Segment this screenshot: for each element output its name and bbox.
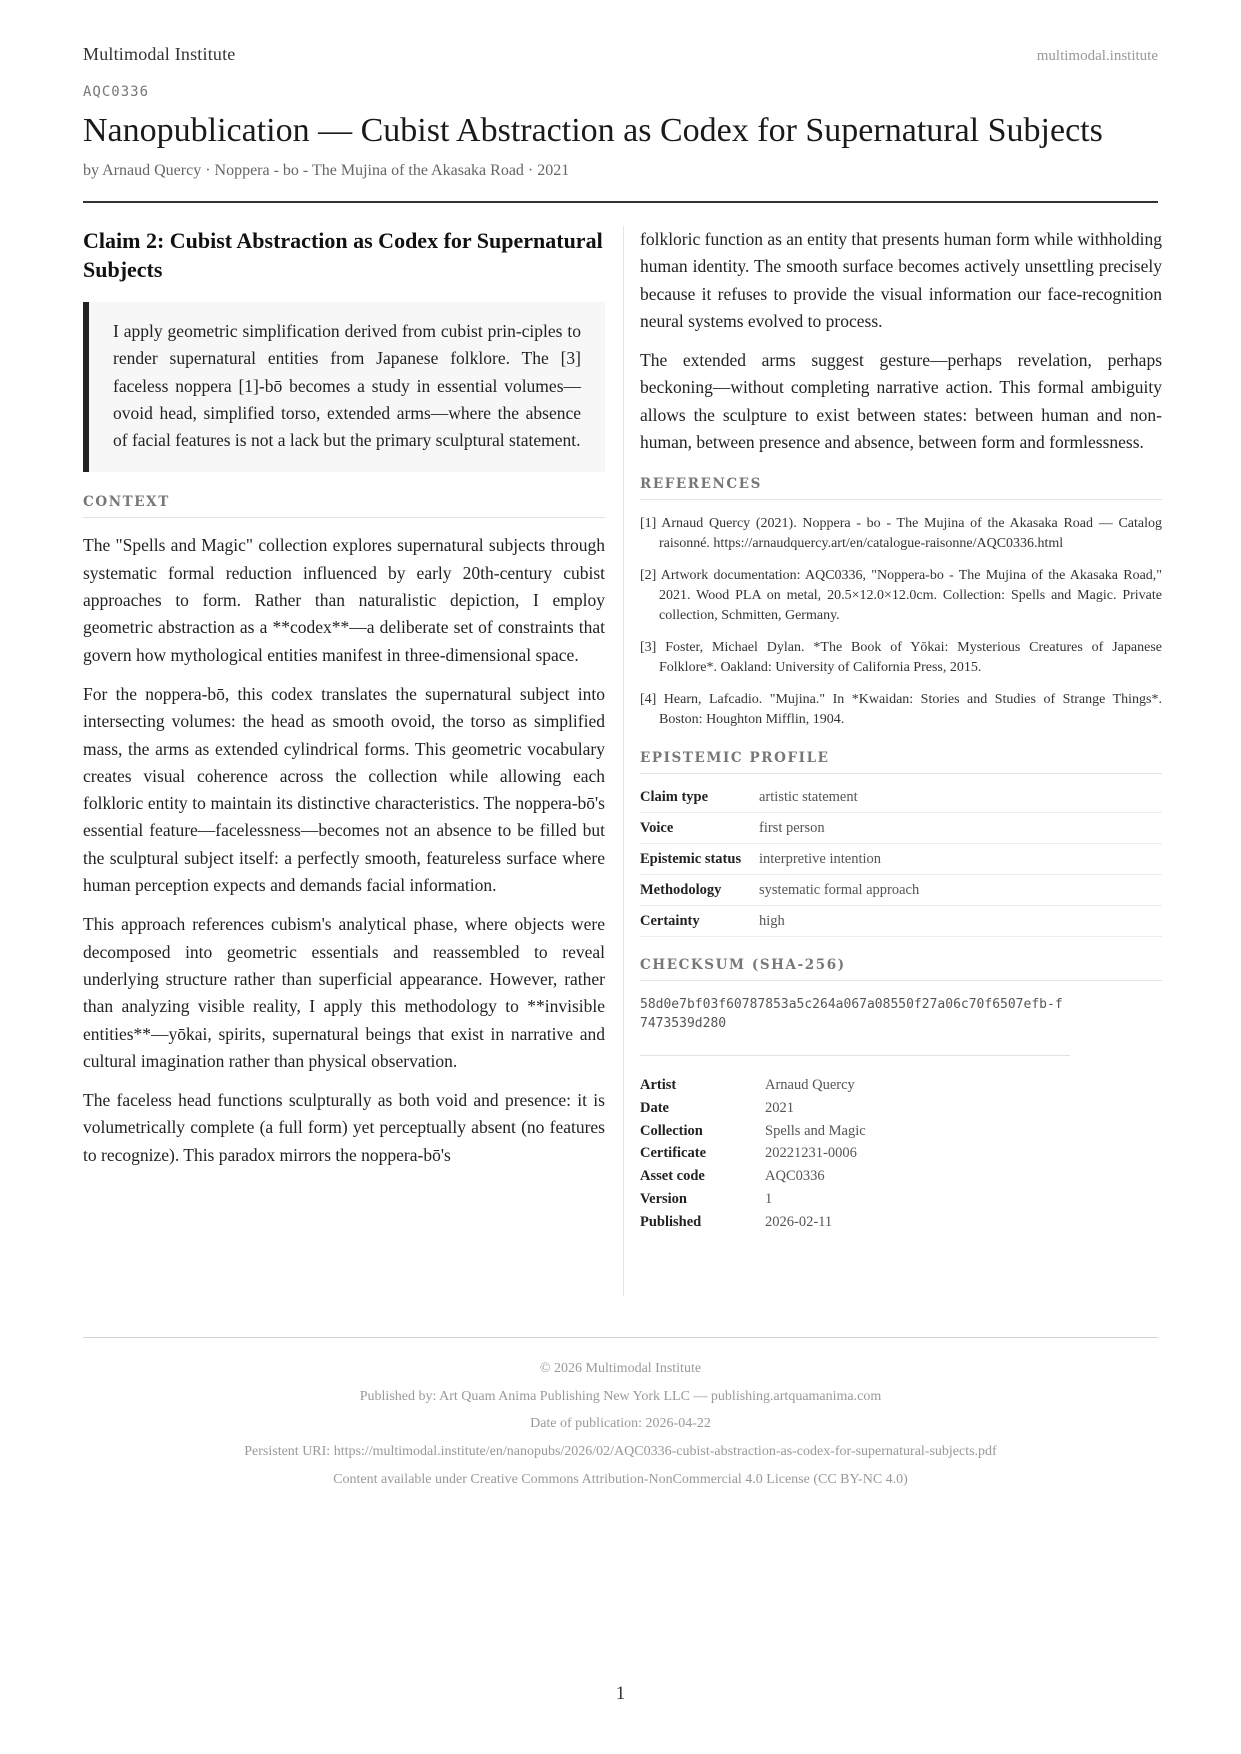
context-paragraph-continued: The extended arms suggest gesture—perhaps revelation, perhaps beckoning—without completing narrative action. This formal ambiguity allows the sculpture to exist between states: between human and non-human, between presence and absence, between form and formlessness.	[640, 350, 1162, 453]
table-row	[640, 782, 1162, 813]
profile-key: Voice	[640, 813, 759, 844]
profile-value: high	[759, 906, 1162, 937]
metadata-key: Date	[640, 1100, 669, 1117]
asset-code: AQC0336	[83, 84, 150, 100]
epistemic-profile-table	[640, 782, 1162, 937]
context-paragraph: For the noppera-bō, this codex translates the supernatural subject into intersecting volumes: the head as smooth ovoid, the torso as simplified mass, the arms as extended cylindrical forms. This geometric vocabulary creates visual coherence across the collection while allowing each folkloric entity to maintain its distinctive characteristics. The noppera-bō's essential feature—facelessness—becomes not an absence to be filled but the sculptural subject itself: a perfectly smooth, featureless surface where human perception expects and demands facial information.	[83, 683, 605, 896]
context-paragraph: The "Spells and Magic" collection explores supernatural subjects through systematic formal reduction influenced by early 20th-century cubist approaches to form. Rather than naturalistic depiction, I employ geometric abstraction as a **codex**—a deliberate set of constraints that govern how mythological entities manifest in three-dimensional space.	[83, 535, 605, 665]
checksum-label: CHECKSUM (SHA-256)	[640, 957, 1162, 981]
footer-persistent-uri[interactable]: Persistent URI: https://multimodal.institute/en/nanopubs/2026/02/AQC0336-cubist-abstraction-as-codex-for-supernatural-subjects.pdf	[244, 1444, 997, 1460]
metadata-value: 2026-02-11	[765, 1213, 833, 1230]
page-footer	[83, 1355, 1158, 1494]
title-divider	[83, 201, 1158, 203]
footer-divider	[83, 1337, 1158, 1338]
metadata-value: 2021	[765, 1100, 794, 1117]
metadata-value: 1	[765, 1190, 773, 1207]
metadata-value: Arnaud Quercy	[765, 1077, 855, 1094]
reference-item: [1] Arnaud Quercy (2021). Noppera - bo - The Mujina of the Akasaka Road — Catalog raisonné. https://arnaudquercy.art/en/catalogue-raisonne/AQC0336.html	[640, 516, 1162, 552]
metadata-value: AQC0336	[765, 1168, 825, 1185]
profile-key: Certainty	[640, 906, 759, 937]
metadata-key: Certificate	[640, 1145, 707, 1162]
institute-name: Multimodal Institute	[83, 44, 236, 64]
page-number: 1	[615, 1683, 626, 1704]
metadata-key: Version	[640, 1190, 687, 1207]
footer-license: Content available under Creative Commons Attribution-NonCommercial 4.0 License (CC BY-NC 4.0)	[333, 1471, 908, 1487]
reference-item: [4] Hearn, Lafcadio. "Mujina." In *Kwaidan: Stories and Studies of Strange Things*. Boston: Houghton Mifflin, 1904.	[640, 692, 1162, 728]
metadata-row	[640, 1211, 1162, 1234]
profile-value: first person	[759, 813, 1162, 844]
metadata-value: 20221231-0006	[765, 1145, 857, 1162]
profile-key: Epistemic status	[640, 844, 759, 875]
metadata-row	[640, 1188, 1162, 1211]
profile-key: Methodology	[640, 875, 759, 906]
table-row	[640, 875, 1162, 906]
footer-publication-date: Date of publication: 2026-04-22	[530, 1416, 711, 1432]
column-divider	[623, 226, 624, 1296]
metadata-key: Published	[640, 1213, 702, 1230]
page-header	[83, 44, 1158, 65]
claim-heading: Claim 2: Cubist Abstraction as Codex for Supernatural Subjects	[83, 228, 603, 282]
context-paragraph-continued: folkloric function as an entity that presents human form while withholding human identity. The smooth surface becomes actively unsettling precisely because it refuses to provide the visual information our face-recognition neural systems evolved to process.	[640, 229, 1162, 331]
claim-quote: I apply geometric simplification derived from cubist prin-ciples to render supernatural entities from Japanese folklore. The [3] faceless noppera [1]-bō becomes a study in essential volumes—ovoid head, simplified torso, extended arms—where the absence of facial features is not a lack but the primary sculptural statement.	[83, 302, 605, 472]
reference-item: [2] Artwork documentation: AQC0336, "Noppera-bo - The Mujina of the Akasaka Road," 2021. Wood PLA on metal, 20.5×12.0×12.0cm. Collection: Spells and Magic. Private collection, Schmitten, Germany.	[640, 568, 1162, 624]
context-label: CONTEXT	[83, 494, 605, 518]
context-paragraph: The faceless head functions sculpturally as both void and presence: it is volumetrically complete (a full form) yet perceptually absent (no features to recognize). This paradox mirrors the noppera-bō's	[83, 1090, 605, 1165]
document-title: Nanopublication — Cubist Abstraction as Codex for Supernatural Subjects	[83, 112, 1103, 149]
checksum-value: 58d0e7bf03f60787853a5c264a067a08550f27a06c70f6507efb-f7473539d280	[640, 995, 1070, 1056]
table-row	[640, 906, 1162, 937]
profile-value: systematic formal approach	[759, 875, 1162, 906]
metadata-block	[640, 1074, 1162, 1233]
reference-item: [3] Foster, Michael Dylan. *The Book of Yōkai: Mysterious Creatures of Japanese Folklore*. Oakland: University of California Press, 2015.	[640, 640, 1162, 676]
metadata-row	[640, 1097, 1162, 1120]
profile-value: interpretive intention	[759, 844, 1162, 875]
metadata-row	[640, 1165, 1162, 1188]
metadata-key: Collection	[640, 1122, 703, 1139]
profile-value: artistic statement	[759, 782, 1162, 813]
epistemic-profile-label: EPISTEMIC PROFILE	[640, 750, 1162, 774]
profile-key: Claim type	[640, 782, 759, 813]
metadata-row	[640, 1142, 1162, 1165]
metadata-key: Asset code	[640, 1168, 705, 1185]
table-row	[640, 813, 1162, 844]
right-column	[640, 226, 1162, 1233]
footer-publisher: Published by: Art Quam Anima Publishing New York LLC — publishing.artquamanima.com	[359, 1388, 882, 1404]
metadata-value: Spells and Magic	[765, 1122, 866, 1139]
left-column	[83, 226, 605, 1181]
metadata-row	[640, 1074, 1162, 1097]
byline: by Arnaud Quercy · Noppera - bo - The Mujina of the Akasaka Road · 2021	[83, 162, 570, 179]
site-url[interactable]: multimodal.institute	[1036, 48, 1158, 64]
references-label: REFERENCES	[640, 476, 1162, 500]
table-row	[640, 844, 1162, 875]
context-paragraph: This approach references cubism's analytical phase, where objects were decomposed into geometric essentials and reassembled to reveal underlying structure rather than superficial appearance. However, rather than analyzing visible reality, I apply this methodology to **invisible entities**—yōkai, spirits, supernatural beings that exist in narrative and cultural imagination rather than physical observation.	[83, 914, 605, 1071]
metadata-row	[640, 1120, 1162, 1143]
footer-copyright: © 2026 Multimodal Institute	[539, 1361, 702, 1376]
metadata-key: Artist	[640, 1077, 677, 1094]
